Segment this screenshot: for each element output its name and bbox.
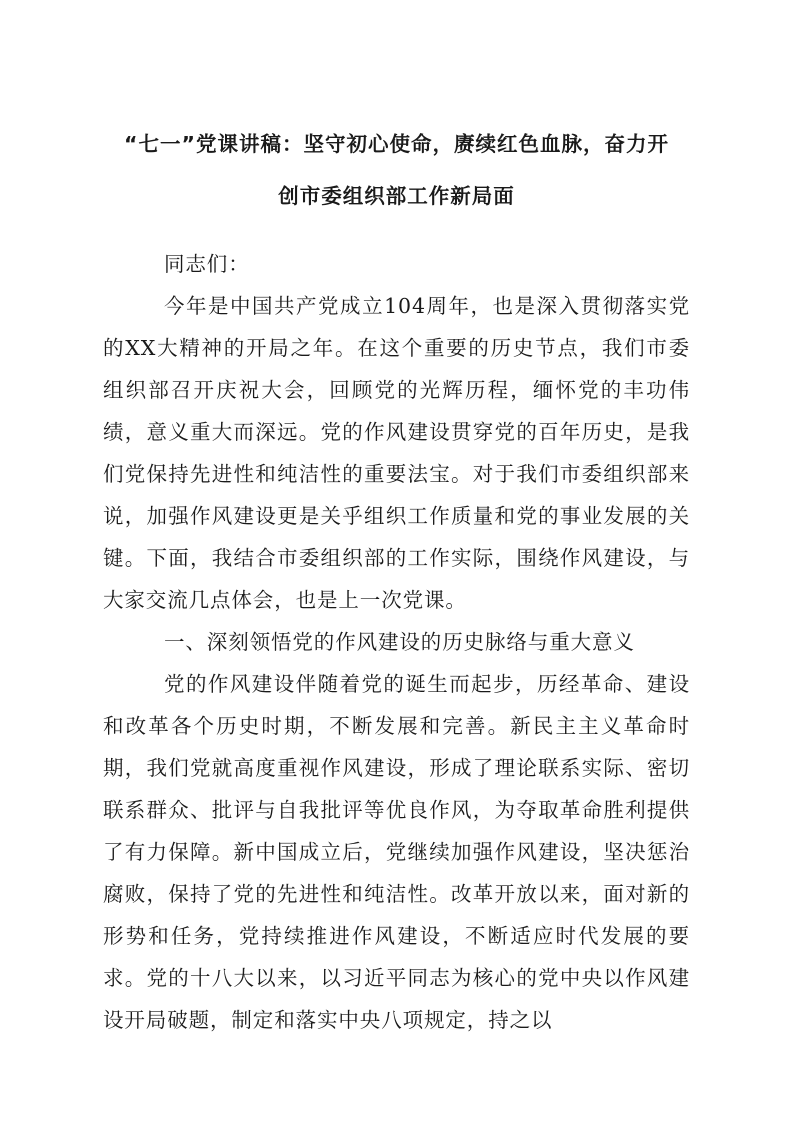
document-body	[103, 243, 690, 1041]
section-heading-1: 一、深刻领悟党的作风建设的历史脉络与重大意义	[164, 630, 635, 654]
greeting: 同志们：	[164, 252, 250, 276]
paragraph-intro: 今年是中国共产党成立104周年，也是深入贯彻落实党的XX大精神的开局之年。在这个重要的历史节点，我们市委组织部召开庆祝大会，回顾党的光辉历程，缅怀党的丰功伟绩，意义重大而深远。党的作风建设贯穿党的百年历史，是我们党保持先进性和纯洁性的重要法宝。对于我们市委组织部来说，加强作风建设更是关乎组织工作质量和党的事业发展的关键。下面，我结合市委组织部的工作实际，围绕作风建设，与大家交流几点体会，也是上一次党课。	[103, 294, 690, 612]
paragraph-history: 党的作风建设伴随着党的诞生而起步，历经革命、建设和改革各个历史时期，不断发展和完善。新民主主义革命时期，我们党就高度重视作风建设，形成了理论联系实际、密切联系群众、批评与自我批评等优良作风，为夺取革命胜利提供了有力保障。新中国成立后，党继续加强作风建设，坚决惩治腐败，保持了党的先进性和纯洁性。改革开放以来，面对新的形势和任务，党持续推进作风建设，不断适应时代发展的要求。党的十八大以来，以习近平同志为核心的党中央以作风建设开局破题，制定和落实中央八项规定，持之以	[103, 672, 690, 1032]
document-title-line-2: 创市委组织部工作新局面	[278, 184, 515, 208]
document-title-line-1: “七一”党课讲稿：坚守初心使命，赓续红色血脉，奋力开	[124, 132, 669, 156]
